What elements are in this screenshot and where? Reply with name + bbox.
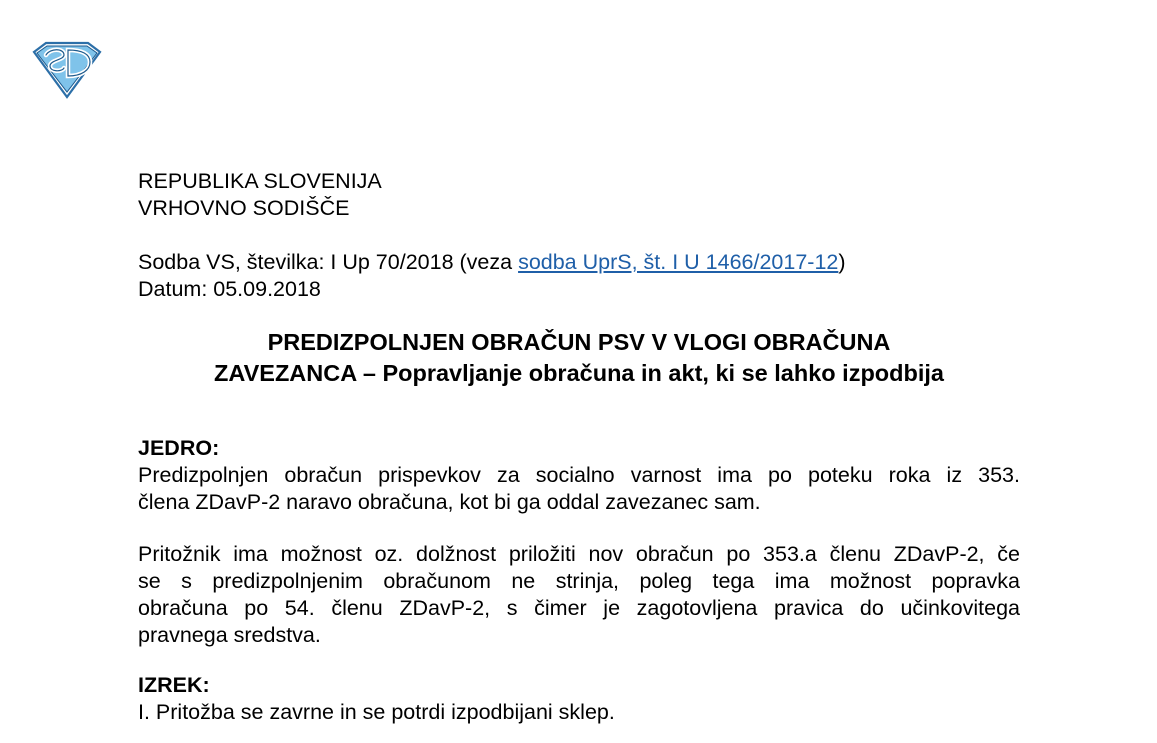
izrek-heading: IZREK: xyxy=(138,673,210,697)
izrek-line-1: I. Pritožba se zavrne in se potrdi izpodbijani sklep. xyxy=(138,700,615,724)
jedro-heading: JEDRO: xyxy=(138,436,220,460)
paragraph-line: člena ZDavP-2 naravo obračuna, kot bi ga oddal zavezanec sam. xyxy=(138,490,761,514)
jedro-paragraph-2 xyxy=(138,541,1020,649)
court-logo xyxy=(30,40,104,100)
case-reference xyxy=(138,249,1020,303)
document-body xyxy=(138,168,1020,726)
paragraph-line: obračuna po 54. členu ZDavP-2, s čimer je zagotovljena pravica do učinkovitega xyxy=(138,596,1020,620)
title-line-1: PREDIZPOLNJEN OBRAČUN PSV V VLOGI OBRAČUNA xyxy=(267,329,891,355)
court-logo-icon xyxy=(30,40,104,100)
case-date: Datum: 05.09.2018 xyxy=(138,277,321,301)
document-header xyxy=(138,168,1020,222)
title-line-2: ZAVEZANCA – Popravljanje obračuna in akt, ki se lahko izpodbija xyxy=(214,360,944,386)
paragraph-line: pravnega sredstva. xyxy=(138,623,321,647)
paragraph-line: Pritožnik ima možnost oz. dolžnost priložiti nov obračun po 353.a členu ZDavP-2, če xyxy=(138,542,1020,566)
case-number-suffix: ) xyxy=(838,250,846,274)
court-name: VRHOVNO SODIŠČE xyxy=(138,196,350,220)
case-number-prefix: Sodba VS, številka: I Up 70/2018 (veza xyxy=(138,250,519,274)
republic-name: REPUBLIKA SLOVENIJA xyxy=(138,169,382,193)
paragraph-line: Predizpolnjen obračun prispevkov za socialno varnost ima po poteku roka iz 353. xyxy=(138,463,1020,487)
case-number-line xyxy=(138,249,1020,276)
related-case-link[interactable]: sodba UprS, št. I U 1466/2017-12 xyxy=(518,250,839,274)
document-title xyxy=(138,327,1020,389)
paragraph-line: se s predizpolnjenim obračunom ne strinja, poleg tega ima možnost popravka xyxy=(138,569,1020,593)
jedro-paragraph-1 xyxy=(138,462,1020,516)
